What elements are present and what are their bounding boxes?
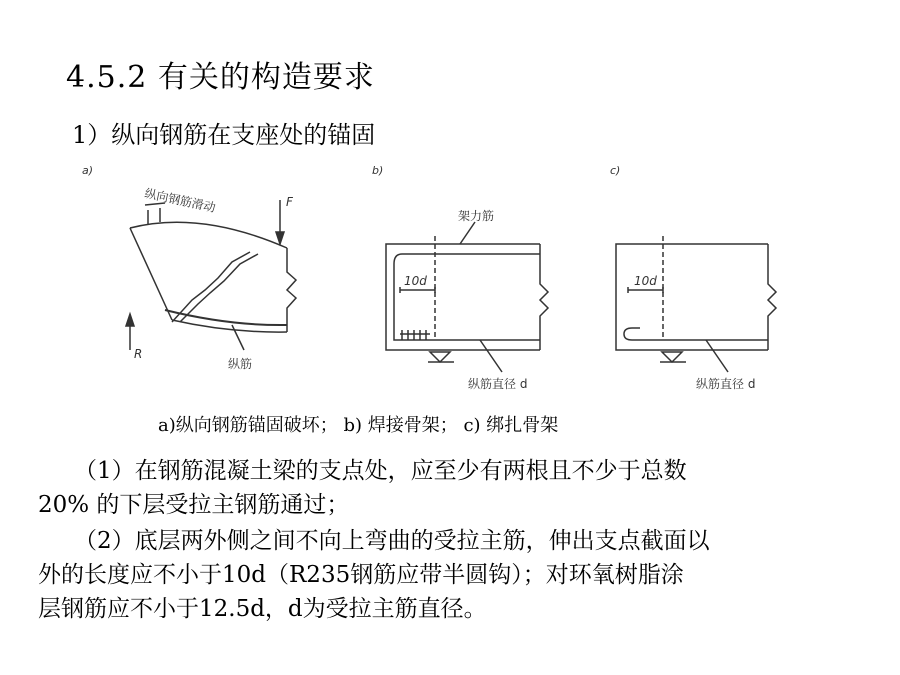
panel-a-label: a) — [82, 164, 94, 177]
load-label: F — [286, 195, 293, 209]
diagonal-crack — [172, 252, 250, 322]
diagonal-crack-2 — [180, 254, 258, 322]
panel-b-welded-cage — [372, 164, 548, 391]
beam-top-edge — [130, 222, 287, 248]
paragraph-2-line-3: 层钢筋应不小于12.5d，d为受拉主筋直径。 — [38, 596, 487, 622]
beam-outline — [616, 244, 768, 350]
anchorage-figure — [0, 150, 900, 410]
panel-a-failure-diagram — [82, 164, 296, 371]
paragraph-1-line-2: 20% 的下层受拉主钢筋通过； — [38, 492, 350, 518]
hooked-bar — [624, 328, 768, 340]
b-diameter-label: 纵筋直径 d — [468, 377, 528, 391]
frame-bar-label: 架力筋 — [458, 209, 495, 223]
c-length-label: 10d — [634, 274, 657, 288]
beam-left-edge — [130, 228, 172, 320]
subheading: 1）纵向钢筋在支座处的锚固 — [72, 121, 376, 149]
paragraph-1-line-1: （1）在钢筋混凝土梁的支点处，应至少有两根且不少于总数 — [74, 458, 687, 484]
paragraph-2-line-2: 外的长度应不小于10d（R235钢筋应带半圆钩）；对环氧树脂涂 — [38, 562, 684, 588]
section-title: 4.5.2 有关的构造要求 — [66, 60, 375, 95]
paragraph-2-line-1: （2）底层两外侧之间不向上弯曲的受拉主筋，伸出支点截面以 — [74, 528, 710, 554]
figure-caption: a)纵向钢筋锚固破坏； b) 焊接骨架； c) 绑扎骨架 — [158, 415, 559, 436]
beam-break-line — [287, 248, 296, 332]
b-length-label: 10d — [404, 274, 427, 288]
slip-label: 纵向钢筋滑动 — [143, 186, 217, 215]
c-diameter-label: 纵筋直径 d — [696, 377, 756, 391]
panel-c-label: c) — [610, 164, 621, 177]
rebar-label: 纵筋 — [228, 357, 253, 371]
reaction-label: R — [134, 347, 143, 361]
welded-bars — [394, 254, 540, 340]
panel-c-tied-cage — [610, 164, 776, 391]
panel-b-label: b) — [372, 164, 384, 177]
